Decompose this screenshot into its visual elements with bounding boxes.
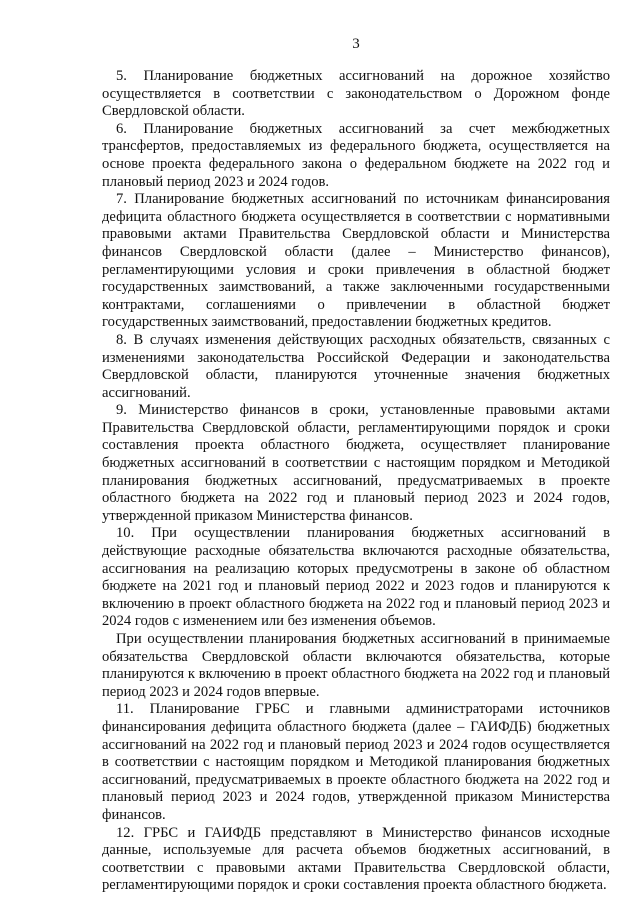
paragraph-6: 6. Планирование бюджетных ассигнований за счет межбюджетных трансфертов, предоставляемых из федерального бюджета, осуществляется на основе проекта федерального закона о федеральном бюджете на 2022 год и плановый период 2023 и 2024 годов. [102,120,610,190]
paragraph-12: 12. ГРБС и ГАИФДБ представляют в Министерство финансов исходные данные, используемые для расчета объемов бюджетных ассигнований, в соответствии с правовыми актами Правительства Свердловской области, регламентирующими порядок и сроки составления проекта областного бюджета. [102,824,610,894]
paragraph-11: 11. Планирование ГРБС и главными администраторами источников финансирования дефицита областного бюджета (далее – ГАИФДБ) бюджетных ассигнований на 2022 год и плановый период 2023 и 2024 годов осуществляется в соответствии с настоящим порядком и Методикой планирования бюджетных ассигнований, предусматриваемых в проекте областного бюджета на 2022 год и плановый период 2023 и 2024 годов, утвержденной приказом Министерства финансов. [102,701,610,823]
paragraph-7: 7. Планирование бюджетных ассигнований по источникам финансирования дефицита областного бюджета осуществляется в соответствии с нормативными правовыми актами Правительства Свердловской области и Министерства финансов Свердловской области (далее – Министерство финансов), регламентирующими условия и сроки привлечения в областной бюджет государственных заимствований, а также заключенными государственными контрактами, соглашениями о привлечении в областной бюджет государственных заимствований, предоставлении бюджетных кредитов. [102,191,610,331]
paragraph-8: 8. В случаях изменения действующих расходных обязательств, связанных с изменениями законодательства Российской Федерации и законодательства Свердловской области, планируются уточненные значения бюджетных ассигнований. [102,331,610,401]
paragraph-5: 5. Планирование бюджетных ассигнований на дорожное хозяйство осуществляется в соответствии с законодательством о Дорожном фонде Свердловской области. [102,68,610,120]
paragraph-10-continued: При осуществлении планирования бюджетных ассигнований в принимаемые обязательства Свердловской области включаются обязательства, которые планируются к включению в проект областного бюджета на 2022 год и плановый период 2023 и 2024 годов впервые. [102,631,610,700]
paragraph-10: 10. При осуществлении планирования бюджетных ассигнований в действующие расходные обязательства включаются расходные обязательства, ассигнования на реализацию которых предусмотрены в законе об областном бюджете на 2021 год и плановый период 2022 и 2023 годов и планируются к включению в проект областного бюджета на 2022 год и плановый период 2023 и 2024 годов с изменением или без изменения объемов. [102,525,610,630]
paragraph-9: 9. Министерство финансов в сроки, установленные правовыми актами Правительства Свердловской области, регламентирующими порядок и сроки составления проекта областного бюджета, осуществляет планирование бюджетных ассигнований в соответствии с настоящим порядком и Методикой планирования бюджетных ассигнований, предусматриваемых в проекте областного бюджета на 2022 год и плановый период 2023 и 2024 годов, утвержденной приказом Министерства финансов. [102,402,610,524]
page-number: 3 [352,36,360,52]
